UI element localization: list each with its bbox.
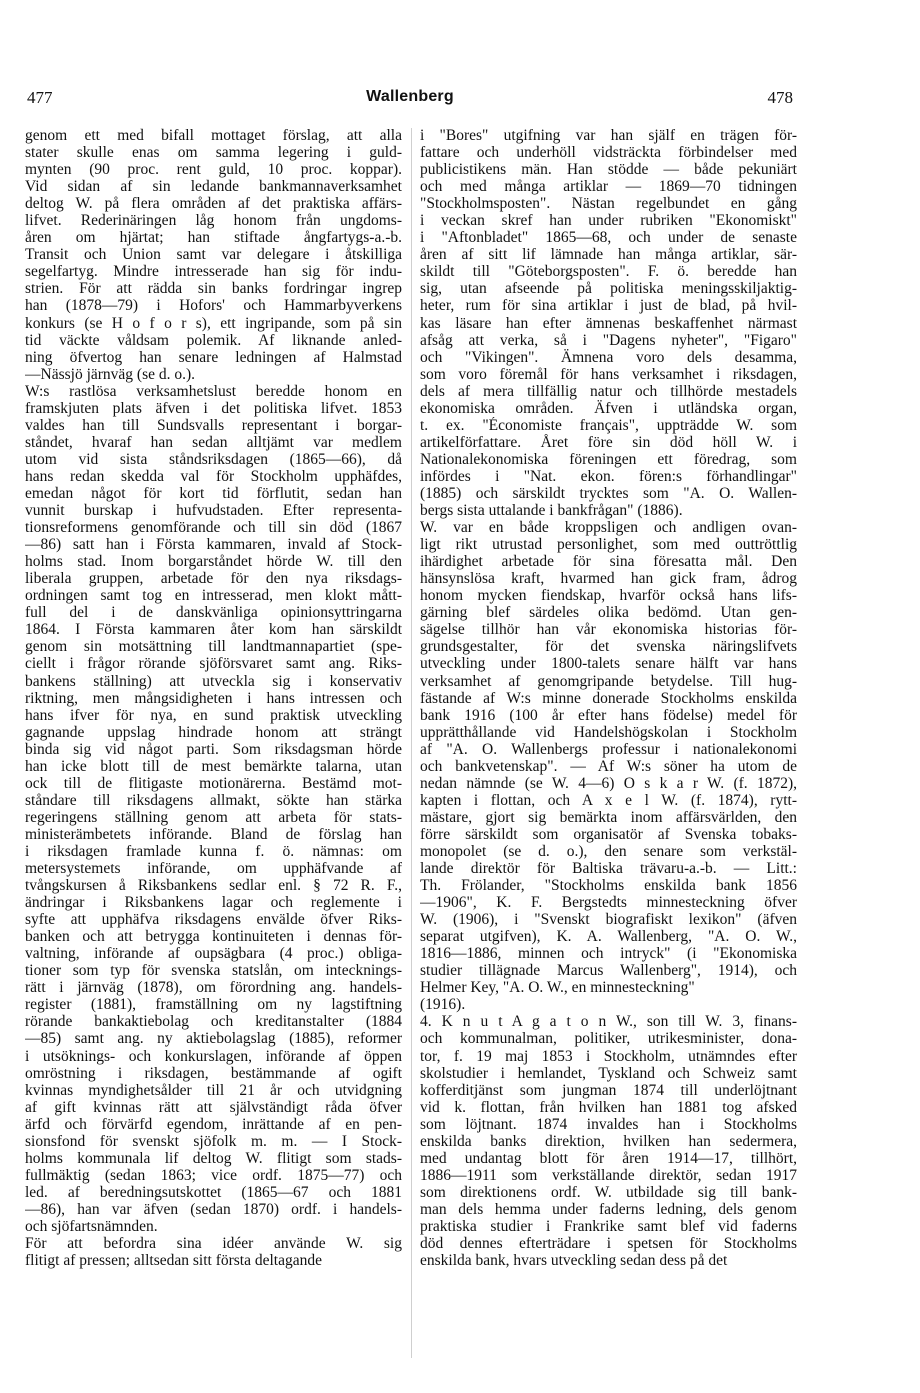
text-line: han (1878—79) i Hofors' och Hammarbyverkens	[25, 297, 402, 315]
text-line: utveckling under 1800-talets senare hälft var hans	[420, 655, 797, 673]
text-line: i riksdagen framlade kunna f. ö. nämnas: om	[25, 842, 402, 860]
text-line: död dennes efterträdare i spetsen för Stockholms	[420, 1235, 797, 1253]
text-line: "Stockholmsposten". Nästan regelbundet en gång	[420, 195, 797, 213]
text-line: genom ett med bifall mottaget förslag, att alla	[25, 127, 402, 144]
text-line: hans redan skedda val för Stockholm upphäfdes,	[25, 467, 402, 485]
text-line: sig, utan afseende på politiska meningsskiljaktig-	[420, 280, 797, 298]
text-line: man dels hemma under faderns ledning, dels genom	[420, 1200, 797, 1218]
text-line: regeringens ställning genom att arbeta för stats-	[25, 808, 402, 826]
page-header	[0, 88, 920, 112]
text-line: mynten (90 proc. rent guld, 10 proc. koppar).	[25, 161, 402, 179]
column-divider	[411, 128, 412, 1358]
text-line: register (1881), framställning om ny lagstiftning	[25, 996, 402, 1014]
text-line: fattare och underhöll vidsträckta förbindelser med	[420, 144, 797, 162]
text-line: af "A. O. Wallenbergs professur i nationalekonomi	[420, 740, 797, 758]
text-line: deltog W. på flera områden af det praktiska affärs-	[25, 195, 402, 213]
text-line: tor, f. 19 maj 1853 i Stockholm, utnämndes efter	[420, 1047, 797, 1065]
text-line: W:s rastlösa verksamhetslust beredde honom en	[25, 382, 402, 400]
text-line: tid väckte våldsam polemik. Af liknande anled-	[25, 331, 402, 349]
text-line: binda sig vid något parti. Som riksdagsman hörde	[25, 740, 402, 758]
text-line: —86) satt han i Första kammaren, invald af Stock-	[25, 536, 402, 554]
text-line: konkurs (se H o f o r s), ett ingripande, som på sin	[25, 314, 402, 332]
text-line: metersystemets införande, om upphäfvande af	[25, 860, 402, 878]
text-line: kapten i flottan, och A x e l W. (f. 1874), rytt-	[420, 791, 797, 809]
text-line: nedan nämnde (se W. 4—6) O s k a r W. (f. 1872),	[420, 774, 797, 792]
text-line: utom vid sista ståndsriksdagen (1865—66), då	[25, 450, 402, 468]
text-line: full del i de danskvänliga opinionsyttringarna	[25, 604, 402, 622]
text-line: (1885) och särskildt trycktes som "A. O. Wallen-	[420, 484, 797, 502]
text-line: 1886—1911 som verkställande direktör, sedan 1917	[420, 1166, 797, 1184]
text-line: —85) samt ang. ny aktiebolagslag (1885), reformer	[25, 1030, 402, 1048]
text-line: W. (1906), i "Svenskt biografiskt lexikon" (äfven	[420, 911, 797, 929]
text-line: ordningen samt tog en intresserad, men klokt mått-	[25, 587, 402, 605]
text-line: enskilda banks direktion, hvilken han sedermera,	[420, 1132, 797, 1150]
text-line: (1916).	[420, 996, 466, 1014]
text-line: strien. För att rädda sin banks fordringar ingrep	[25, 280, 402, 298]
text-line: förre särskildt som organisatör af Svenska tobaks-	[420, 825, 797, 843]
text-line: —1906", K. F. Bergstedts minnesteckning öfver	[420, 894, 797, 912]
text-line: grundsgestalter, för det svenska näringslifvets	[420, 638, 797, 656]
text-line: vunnit burskap i hufvudstaden. Efter representa-	[25, 502, 402, 520]
text-line: som löjtnant. 1874 invaldes han i Stockholms	[420, 1115, 797, 1133]
text-line: liberala gruppen, arbetade för den nya riksdags-	[25, 570, 402, 588]
text-line: fästande af W:s minne donerade Stockholms enskilda	[420, 689, 797, 707]
text-line: bergs sista uttalande i bankfrågan" (1886).	[420, 502, 683, 520]
text-line: och med många artiklar — 1869—70 tidningen	[420, 178, 797, 196]
text-line: riktning, men mångsidigheten i hans intressen och	[25, 689, 402, 707]
text-line: fullmäktig (sedan 1863; vice ordf. 1875—77) och	[25, 1166, 402, 1184]
text-line: rätt i järnväg (1878), om förordning ang. handels-	[25, 979, 402, 997]
text-line: upprätthållande vid Handelshögskolan i Stockholm	[420, 723, 797, 741]
text-line: ligt rikt utrustad personlighet, som med outtröttlig	[420, 536, 797, 554]
text-line: enskilda bank, hvars utveckling sedan dess på det	[420, 1252, 728, 1270]
text-line: gärning blef särdeles olika bedömd. Utan gen-	[420, 604, 797, 622]
text-line: led. af beredningsutskottet (1865—67 och 1881	[25, 1183, 402, 1201]
text-line: syfte att upphäfva riksdagens envälde öfver Riks-	[25, 911, 402, 929]
text-line: artikelförfattare. Året före sin död höll W. i	[420, 433, 797, 451]
text-line: i veckan skref han under rubriken "Ekonomiskt"	[420, 212, 797, 230]
text-line: stater skulle enas om samma legering i guld-	[25, 144, 402, 162]
text-line: separat utgifven), K. A. Wallenberg, "A. O. W.,	[420, 928, 797, 946]
text-line: segelfartyg. Mindre intresserade han sig för indu-	[25, 263, 402, 281]
text-line: rörande bankaktiebolag och kreditanstalter (1884	[25, 1013, 402, 1031]
running-head: Wallenberg	[366, 88, 454, 105]
text-line: valtning, införande af oupsägbara (4 proc.) obliga-	[25, 945, 402, 963]
text-line: honom mycken fiendskap, hvarför också hans lifs-	[420, 587, 797, 605]
text-line: af gift kvinnas rätt att självständigt råda öfver	[25, 1098, 402, 1116]
text-line: bankens ställning) att utveckla sig i konservativ	[25, 672, 402, 690]
text-line: skildt till "Göteborgsposten". F. ö. beredde han	[420, 263, 797, 281]
text-line: tioner som typ för svenska statslån, om intecknings-	[25, 962, 402, 980]
text-line: ståndare till riksdagens allmakt, sökte han stärka	[25, 791, 402, 809]
text-line: ihärdighet arbetade för sina föresatta mål. Den	[420, 553, 797, 571]
text-line: ning öfvertog han senare ledningen af Halmstad	[25, 348, 402, 366]
text-line: —Nässjö järnväg (se d. o.).	[25, 365, 196, 383]
text-line: heter, rum för sina artiklar i just de blad, på hvil-	[420, 297, 797, 315]
text-line: vid k. flottan, från hvilken han 1881 tog afsked	[420, 1098, 797, 1116]
text-line: lande direktör för Baltiska trävaru-a.-b. — Litt.:	[420, 860, 797, 878]
text-line: gagnande uppslag hindrade honom att strängt	[25, 723, 402, 741]
text-line: 4. K n u t A g a t o n W., son till W. 3, finans-	[420, 1013, 797, 1031]
text-line: ärfd och förvärfd egendom, inrättande af en pen-	[25, 1115, 402, 1133]
text-line: emedan något för kort tid förflutit, sedan han	[25, 484, 402, 502]
text-line: monopolet (se d. o.), den senare som verkstäl-	[420, 842, 797, 860]
text-line: och sjöfartsnämnden.	[25, 1218, 158, 1235]
text-line: och kommunalman, politiker, utrikesminister, dona-	[420, 1030, 797, 1048]
text-line: han icke blott till de mest bemärkte talarna, utan	[25, 757, 402, 775]
text-line: sägelse tillhör han vår ekonomiska historias för-	[420, 621, 797, 639]
text-line: bank 1916 (100 år efter hans födelse) medel för	[420, 706, 797, 724]
text-line: kofferditjänst som jungman 1874 till underlöjtnant	[420, 1081, 797, 1099]
text-line: ekonomiska områden. Äfven i utländska organ,	[420, 399, 797, 417]
text-line: genom sin motsättning till landtmannapartiet (spe-	[25, 638, 402, 656]
text-line: och bankvetenskap". — Af W:s söner ha utom de	[420, 757, 797, 775]
text-line: tionsreformens genomförande och till sin död (1867	[25, 519, 402, 537]
text-line: skolstudier i hemlandet, Tyskland och Schweiz samt	[420, 1064, 797, 1082]
text-line: hänsynslösa kraft, hvarmed han gick fram, ådrog	[420, 570, 797, 588]
text-line: valdes han till Sundsvalls representant i borgar-	[25, 416, 402, 434]
text-line: åren af sitt lif lämnade han många artiklar, sär-	[420, 246, 797, 264]
text-line: ciellt i frågor rörande sjöförsvaret samt ang. Riks-	[25, 655, 402, 673]
right-text-column	[420, 127, 797, 1269]
text-line: Vid sidan af sin ledande bankmannaverksamhet	[25, 178, 402, 196]
text-line: Nationalekonomiska föreningen ett föredrag, som	[420, 450, 797, 468]
text-line: ock till de flitigaste motionärerna. Bestämd mot-	[25, 774, 402, 792]
left-text-column	[25, 127, 402, 1269]
text-line: verksamhet af genomgripande betydelse. Till hug-	[420, 672, 797, 690]
text-line: flitigt af pressen; alltsedan sitt första deltagande	[25, 1252, 322, 1270]
text-line: med undantag blott för åren 1914—17, tillhört,	[420, 1149, 797, 1167]
text-line: i "Aftonbladet" 1865—68, och under de senaste	[420, 229, 797, 247]
text-line: ändringar i Riksbankens lagar och reglemente i	[25, 894, 402, 912]
text-line: studier tillägnade Marcus Wallenberg", 1914), och	[420, 962, 797, 980]
text-line: Transit och Union samt var delegare i åtskilliga	[25, 246, 402, 264]
text-line: banken och att betrygga kontinuiteten i dennas för-	[25, 928, 402, 946]
text-line: 1816—1886, minnen och intryck" (i "Ekonomiska	[420, 945, 797, 963]
text-line: kas läsare han efter ämnenas beskaffenhet närmast	[420, 314, 797, 332]
text-line: publicistikens män. Han stödde — både pekuniärt	[420, 161, 797, 179]
text-line: För att befordra sina idéer använde W. sig	[25, 1235, 402, 1253]
text-line: sionsfond för svenskt sjöfolk m. m. — I Stock-	[25, 1132, 402, 1150]
text-line: t. ex. "Économiste français", uppträdde W. som	[420, 416, 797, 434]
text-line: holms stad. Inom borgarståndet hörde W. till den	[25, 553, 402, 571]
text-line: mästare, gjort sig bemärkta inom affärsvärlden, den	[420, 808, 797, 826]
text-line: ministerämbetets införande. Bland de förslag han	[25, 825, 402, 843]
text-line: 1864. I Första kammaren åter kom han särskildt	[25, 621, 402, 639]
text-line: Helmer Key, "A. O. W., en minnesteckning"	[420, 979, 695, 997]
text-line: och "Vikingen". Ämnena voro dels desamma,	[420, 348, 797, 366]
text-line: —86), han var äfven (sedan 1870) ordf. i handels-	[25, 1200, 402, 1218]
text-line: praktiska studier i Frankrike samt blef vid faderns	[420, 1218, 797, 1235]
text-line: W. var en både kroppsligen och andligen ovan-	[420, 519, 797, 537]
text-line: ståndet, hvaraf han sedan alltjämt var medlem	[25, 433, 402, 451]
text-line: infördes i "Nat. ekon. fören:s förhandlingar"	[420, 467, 797, 485]
text-line: som direktionens ordf. W. utbildade sig till bank-	[420, 1183, 797, 1201]
text-line: holms kommunala lif deltog W. flitigt som stads-	[25, 1149, 402, 1167]
text-line: omröstning i riksdagen, bestämmande af ogift	[25, 1064, 402, 1082]
text-line: som voro föremål för hans verksamhet i riksdagen,	[420, 365, 797, 383]
text-line: framskjuten plats äfven i det politiska lifvet. 1853	[25, 399, 402, 417]
text-line: i "Bores" utgifning var han själf en trägen för-	[420, 127, 797, 144]
text-line: Th. Frölander, "Stockholms enskilda bank 1856	[420, 877, 797, 895]
text-line: hans ifver för nya, en sund praktisk utveckling	[25, 706, 402, 724]
text-line: dels af mera tillfällig natur och tillhörde mestadels	[420, 382, 797, 400]
right-page-number: 478	[767, 88, 793, 107]
text-line: i utsöknings- och konkurslagen, införande af öppen	[25, 1047, 402, 1065]
left-page-number: 477	[27, 88, 53, 107]
text-line: afsåg att verka, så i "Dagens nyheter", "Figaro"	[420, 331, 797, 349]
text-line: lifvet. Rederinäringen låg honom från ungdoms-	[25, 212, 402, 230]
text-line: kvinnas myndighetsålder till 21 år och utvidgning	[25, 1081, 402, 1099]
text-line: tvångskursen å Riksbankens sedlar enl. § 72 R. F.,	[25, 877, 402, 895]
text-line: åren om hjärtat; han stiftade ångfartygs-a.-b.	[25, 229, 402, 247]
